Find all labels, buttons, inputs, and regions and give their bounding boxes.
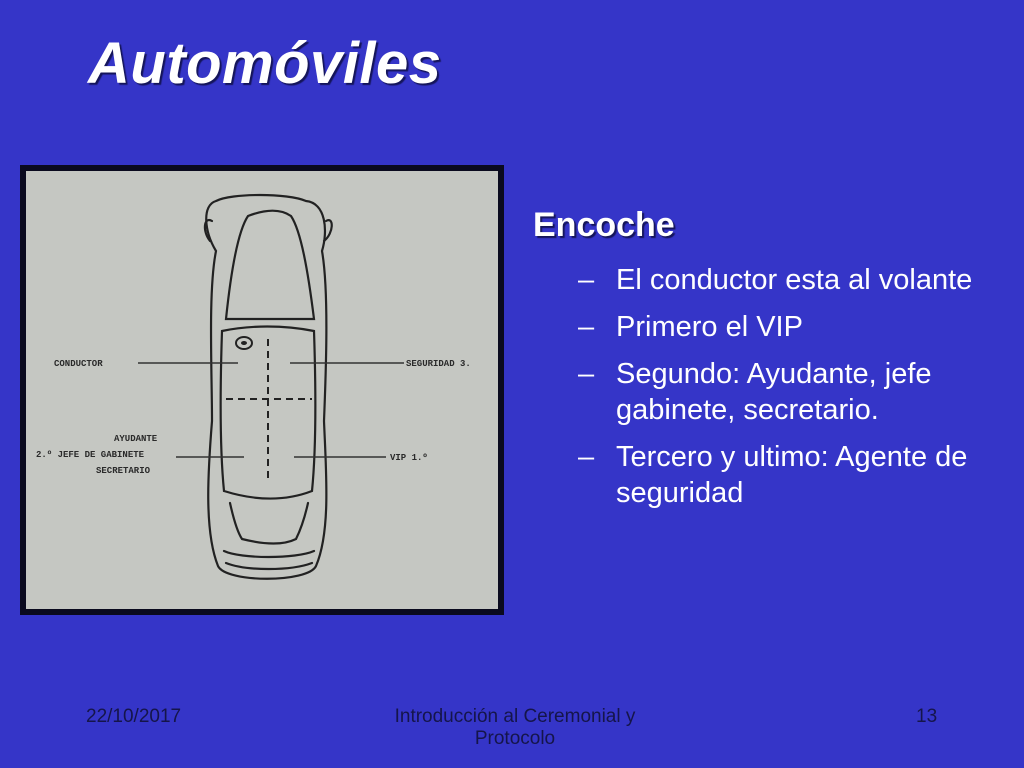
bullet-list (578, 262, 1008, 522)
car-body-outline (206, 195, 326, 579)
label-vip: VIP 1.º (390, 453, 428, 463)
label-ayudante: AYUDANTE (114, 434, 158, 444)
label-secretario: SECRETARIO (96, 466, 151, 476)
page-number: 13 (916, 706, 938, 727)
car-seating-diagram (20, 165, 504, 615)
bullet-text: Segundo: Ayudante, jefe gabinete, secretario. (616, 358, 932, 426)
section-heading: Encoche (533, 206, 675, 244)
footer-date: 22/10/2017 (86, 706, 182, 727)
dash-marker: – (578, 264, 595, 296)
dash-marker: – (578, 311, 595, 343)
rear-window (230, 503, 308, 544)
bullet-item (578, 439, 1008, 511)
dash-marker: – (578, 441, 595, 473)
bullet-item (578, 262, 1008, 298)
diagram-canvas (26, 171, 498, 609)
label-conductor: CONDUCTOR (54, 359, 103, 369)
car-outline-drawing (26, 171, 498, 609)
bullet-item (578, 356, 1008, 428)
footer-title: Introducción al Ceremonial y Protocolo (394, 706, 636, 749)
bullet-text: Primero el VIP (616, 311, 803, 343)
bullet-text: Tercero y ultimo: Agente de seguridad (616, 441, 968, 509)
slide-title: Automóviles (88, 31, 442, 96)
windshield (226, 211, 314, 319)
bullet-item (578, 309, 1008, 345)
bullet-text: El conductor esta al volante (616, 264, 973, 296)
label-jefe-gabinete: 2.º JEFE DE GABINETE (36, 450, 145, 460)
dash-marker: – (578, 358, 595, 390)
label-seguridad: SEGURIDAD 3. (406, 359, 471, 369)
